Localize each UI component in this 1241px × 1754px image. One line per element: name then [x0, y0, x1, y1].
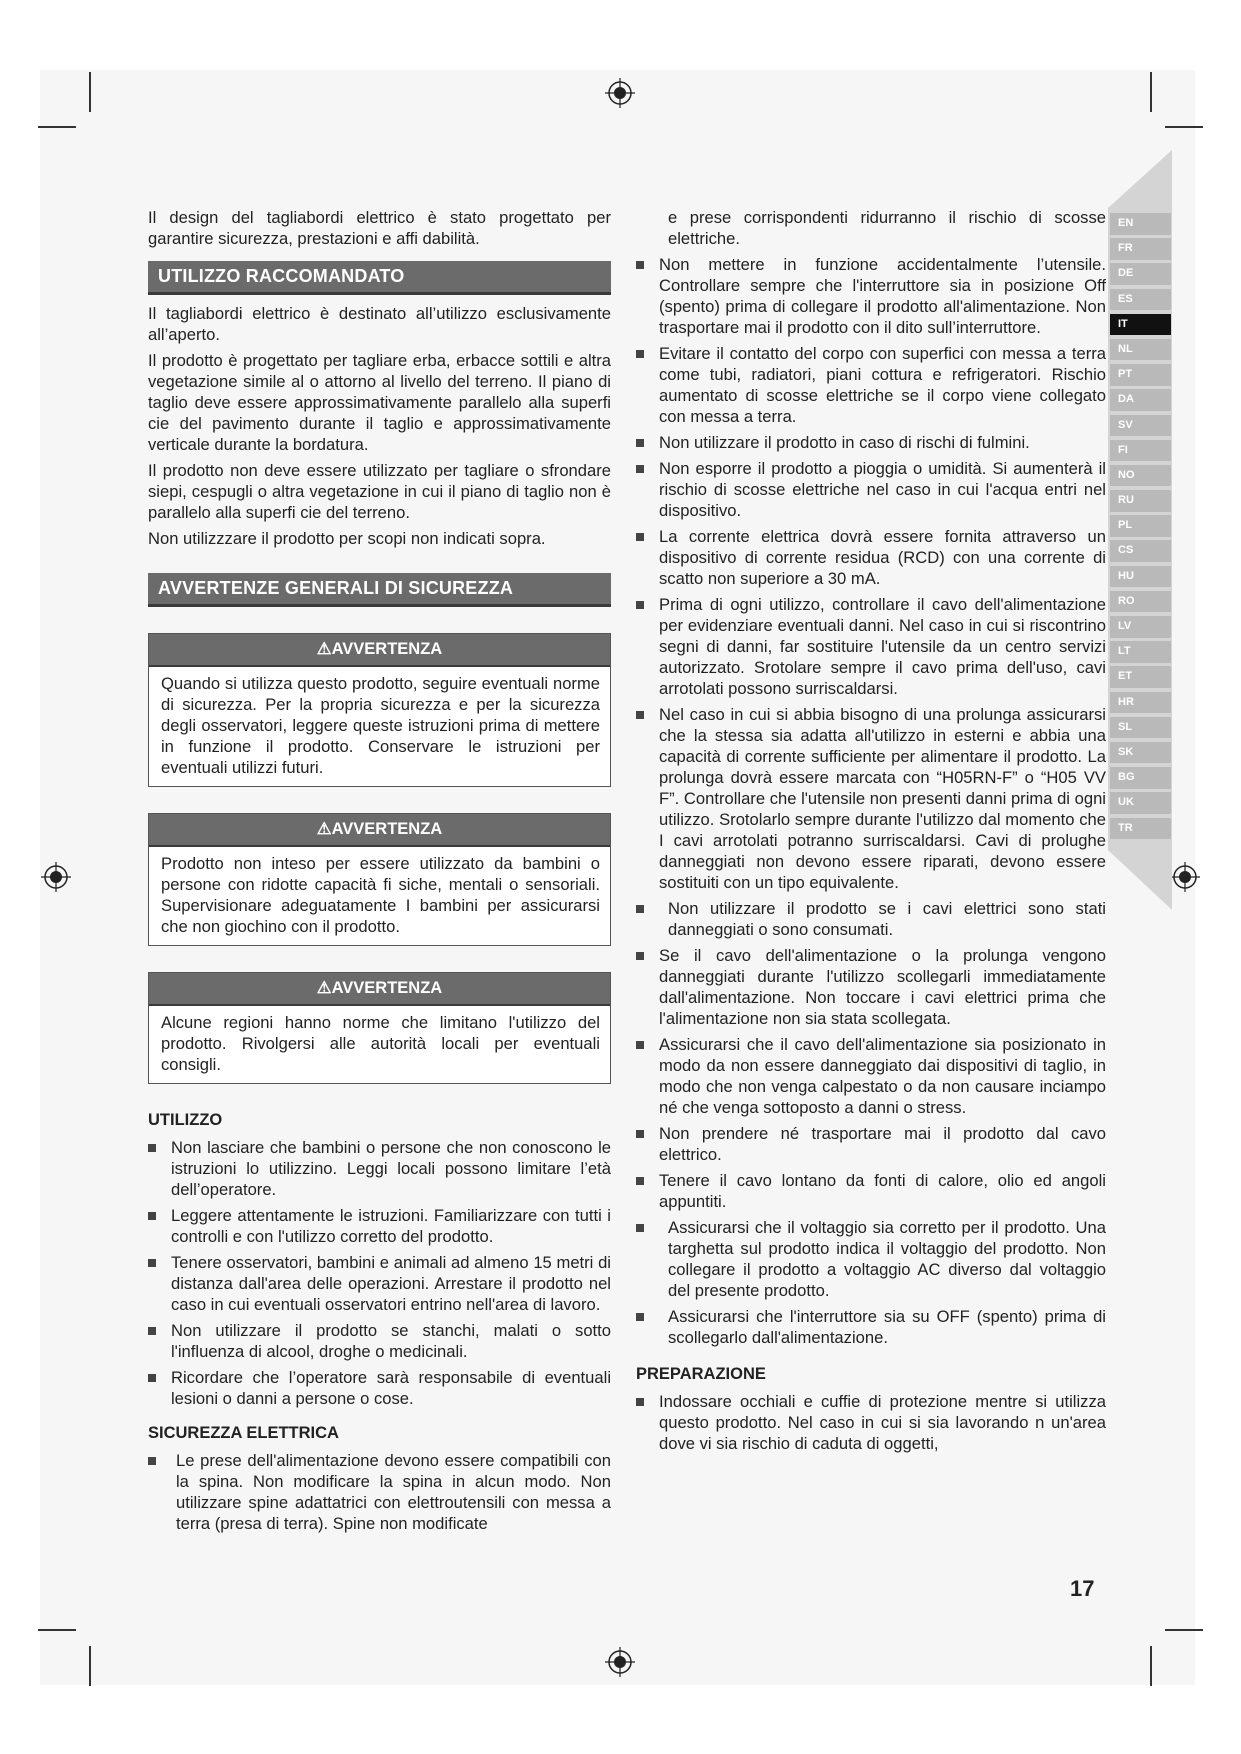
language-tab-de: DE [1110, 263, 1171, 285]
registration-mark-icon [605, 78, 635, 108]
list-item: Assicurarsi che il voltaggio sia corretto per il prodotto. Una targhetta sul prodotto indica il voltaggio del prodotto. Non collegare il prodotto a voltaggio AC diverso dal voltaggio del presente prodotto. [636, 1217, 1106, 1301]
language-tab-hr: HR [1110, 692, 1171, 714]
warning-text: Prodotto non inteso per essere utilizzato da bambini o persone con ridotte capacità fi siche, mentali o sensoriali. Supervisionare adeguatamente I bambini per assicurarsi che non giochino con il prodotto. [161, 854, 600, 936]
continuation-text: e prese corrispondenti ridurranno il rischio di scosse elettriche. [668, 208, 1106, 248]
list-item: Tenere il cavo lontano da fonti di calore, olio ed angoli appuntiti. [636, 1170, 1106, 1212]
section-heading-general-safety: AVVERTENZE GENERALI DI SICUREZZA [148, 573, 611, 607]
warning-text: Quando si utilizza questo prodotto, seguire eventuali norme di sicurezza. Per la propria sicurezza e per la sicurezza degli osservatori, leggere queste istruzioni prima di mettere in funzione il prodotto. Conservare le istruzioni per eventuali utilizzi futuri. [161, 674, 600, 777]
list-item: Evitare il contatto del corpo con superfici con messa a terra come tubi, radiatori, piani cottura e refrigeratori. Rischio aumentato di scosse elettriche se il corpo viene collegato con messa a terra. [636, 343, 1106, 427]
language-tab-uk: UK [1110, 792, 1171, 814]
list-item: Nel caso in cui si abbia bisogno di una prolunga assicurarsi che la stessa sia adatta all'utilizzo in esterni e abbia una capacità di corrente sufficiente per alimentare il prodotto. La prolunga dovrà essere marcata con “H05RN-F” o “H05 VV F”. Controllare che l'utensile non presenti danni prima di ogni utilizzo. Srotolarlo sempre durante l'utilizzo dal momento che I cavi arrotolati potranno surriscaldarsi. Cavi di prolughe danneggiati non devono essere riparati, devono essere sostituiti con un tipo equivalente. [636, 704, 1106, 893]
registration-mark-icon [41, 862, 71, 892]
subheading-use: UTILIZZO [148, 1111, 223, 1129]
warning-header: ⚠AVVERTENZA [149, 634, 610, 667]
paragraph: Il prodotto non deve essere utilizzato per tagliare o sfrondare siepi, cespugli o altra vegetazione in cui il piano di taglio non è parallelo alla superfi cie del terreno. [148, 461, 611, 522]
crop-mark [89, 72, 91, 112]
warning-box [148, 972, 611, 1084]
warning-triangle-icon: ⚠ [316, 640, 332, 658]
list-item: Indossare occhiali e cuffie di protezione mentre si utilizza questo prodotto. Nel caso in cui si sia lavorando n un'area dove vi sia rischio di caduta di oggetti, [636, 1391, 1106, 1454]
list-item: Ricordare che l’operatore sarà responsabile di eventuali lesioni o danni a persone o cose. [148, 1367, 611, 1409]
list-item: Leggere attentamente le istruzioni. Familiarizzare con tutti i controlli e con l'utilizzo corretto del prodotto. [148, 1205, 611, 1247]
crop-mark [38, 1629, 76, 1631]
list-item: Non lasciare che bambini o persone che non conoscono le istruzioni lo utilizzino. Leggi locali possono limitare l’età dell’operatore. [148, 1137, 611, 1200]
language-tab-ru: RU [1110, 490, 1171, 512]
warning-text: Alcune regioni hanno norme che limitano l'utilizzo del prodotto. Rivolgersi alle autorità locali per eventuali consigli. [161, 1013, 600, 1074]
language-tab-it: IT [1110, 314, 1171, 336]
list-item: Non utilizzare il prodotto in caso di rischi di fulmini. [636, 432, 1106, 453]
language-tab-sl: SL [1110, 717, 1171, 739]
language-tab-da: DA [1110, 389, 1171, 411]
warning-box [148, 813, 611, 946]
crop-mark [1165, 126, 1203, 128]
language-tab-cs: CS [1110, 540, 1171, 562]
language-tab-en: EN [1110, 213, 1171, 235]
crop-mark [89, 1646, 91, 1686]
paragraph: Il prodotto è progettato per tagliare erba, erbacce sottili e altra vegetazione simile al o attorno al livello del terreno. Il piano di taglio deve essere approssimativamente parallelo alla superfi cie del pavimento durante il taglio e approssimativamente verticale durante la bordatura. [148, 351, 611, 454]
crop-mark [38, 126, 76, 128]
list-item: Tenere osservatori, bambini e animali ad almeno 15 metri di distanza dall'area delle operazioni. Arrestare il prodotto nel caso in cui eventuali osservatori entrino nell'area di lavoro. [148, 1252, 611, 1315]
language-tab-tr: TR [1110, 818, 1171, 840]
language-tab-hu: HU [1110, 566, 1171, 588]
language-tabs [1110, 213, 1171, 843]
language-tab-no: NO [1110, 465, 1171, 487]
list-item: Se il cavo dell'alimentazione o la prolunga vengono danneggiati durante l'utilizzo scollegarli immediatamente dall'alimentazione. Non toccare i cavi elettrici prima che l'alimentazione non sia stata scollegata. [636, 945, 1106, 1029]
list-item: Non utilizzare il prodotto se stanchi, malati o sotto l'influenza di alcool, droghe o medicinali. [148, 1320, 611, 1362]
list-item: Non utilizzare il prodotto se i cavi elettrici sono stati danneggiati o sono consumati. [636, 898, 1106, 940]
warning-header: ⚠AVVERTENZA [149, 814, 610, 847]
language-tab-lt: LT [1110, 641, 1171, 663]
language-tab-fi: FI [1110, 440, 1171, 462]
warning-box [148, 633, 611, 787]
language-tab-bg: BG [1110, 767, 1171, 789]
language-tab-nl: NL [1110, 339, 1171, 361]
language-tab-fr: FR [1110, 238, 1171, 260]
left-column [148, 207, 611, 1539]
list-item: Prima di ogni utilizzo, controllare il cavo dell'alimentazione per evidenziare eventuali danni. Nel caso in cui si riscontrino segni di danni, far sostituire l'utensile da un centro servizi autorizzato. Srotolare sempre il cavo prima dell'uso, cavi arrotolati possono surriscaldarsi. [636, 594, 1106, 699]
language-tab-sk: SK [1110, 742, 1171, 764]
list-item: Le prese dell'alimentazione devono essere compatibili con la spina. Non modificare la spina in alcun modo. Non utilizzare spine adattatrici con elettroutensili con messa a terra (presa di terra). Spine non modificate [148, 1450, 611, 1534]
subheading-electric: SICUREZZA ELETTRICA [148, 1424, 339, 1442]
paragraph: Non utilizzzare il prodotto per scopi non indicati sopra. [148, 529, 546, 548]
crop-mark [1165, 1629, 1203, 1631]
list-item: Non mettere in funzione accidentalmente l’utensile. Controllare sempre che l'interruttore sia in posizione Off (spento) prima di collegare il prodotto all'alimentazione. Non trasportare mai il prodotto con il dito sull’interruttore. [636, 254, 1106, 338]
intro-text: Il design del tagliabordi elettrico è stato progettato per garantire sicurezza, prestazioni e affi dabilità. [148, 208, 611, 248]
right-column [636, 207, 1106, 1459]
language-tab-et: ET [1110, 666, 1171, 688]
list-item: La corrente elettrica dovrà essere fornita attraverso un dispositivo di corrente residua (RCD) con una corrente di scatto non superiore a 30 mA. [636, 526, 1106, 589]
warning-triangle-icon: ⚠ [316, 820, 332, 838]
warning-header: ⚠AVVERTENZA [149, 973, 610, 1006]
language-tab-ro: RO [1110, 591, 1171, 613]
paragraph: Il tagliabordi elettrico è destinato all’utilizzo esclusivamente all’aperto. [148, 304, 611, 344]
list-item: Non prendere né trasportare mai il prodotto dal cavo elettrico. [636, 1123, 1106, 1165]
list-item: Assicurarsi che l'interruttore sia su OFF (spento) prima di scollegarlo dall'alimentazione. [636, 1306, 1106, 1348]
language-tab-pt: PT [1110, 364, 1171, 386]
language-tab-es: ES [1110, 289, 1171, 311]
crop-mark [1150, 72, 1152, 112]
registration-mark-icon [1170, 862, 1200, 892]
warning-triangle-icon: ⚠ [316, 979, 332, 997]
list-item: Assicurarsi che il cavo dell'alimentazione sia posizionato in modo da non essere danneggiato dai dispositivi di taglio, in modo che non venga calpestato o da non causare inciampo né che venga sottoposto a danni o stress. [636, 1034, 1106, 1118]
language-tab-pl: PL [1110, 515, 1171, 537]
language-tab-lv: LV [1110, 616, 1171, 638]
registration-mark-icon [605, 1647, 635, 1677]
subheading-preparation: PREPARAZIONE [636, 1365, 766, 1383]
list-item: Non esporre il prodotto a pioggia o umidità. Si aumenterà il rischio di scosse elettriche nel caso in cui l'acqua entri nel dispositivo. [636, 458, 1106, 521]
section-heading-recommended: UTILIZZO RACCOMANDATO [148, 261, 611, 295]
language-tab-sv: SV [1110, 415, 1171, 437]
page-number: 17 [1070, 1576, 1095, 1601]
crop-mark [1150, 1646, 1152, 1686]
